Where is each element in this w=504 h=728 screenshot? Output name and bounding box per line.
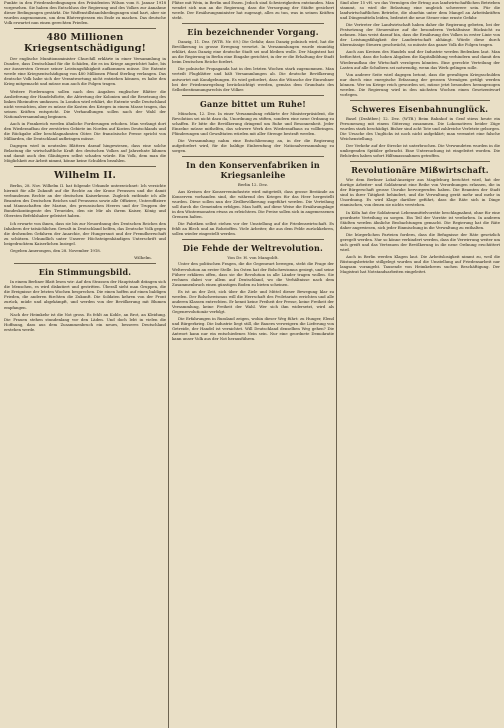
column-fade xyxy=(4,716,166,728)
separator xyxy=(350,100,490,101)
separator xyxy=(182,23,324,24)
headline-rail-accident: Schweres Eisenbahnunglück. xyxy=(351,103,489,114)
article-paragraph: Die bürgerlichen Parteien fordern, dass die Befugnisse der Räte gesetzlich geregelt werden. Nur so könne verhindert werden, dass die Verwirrung weiter um sich greift und das Vertrauen der Bevölkerung in die neue Ordnung erschüttert wird. xyxy=(340,231,500,252)
separator xyxy=(182,156,324,157)
article-paragraph: Von anderer Seite wird dagegen betont, dass die gewaltigen Kriegsschulden nur durch eine energische Erfassung der grossen Vermögen getilgt werden können. Wer im Kriege reich geworden sei, müsse jetzt besonders herangezogen werden. Die Regierung wird in den nächsten Wochen einen Gesetzentwurf vorlegen. xyxy=(340,71,500,97)
intro-paragraph: Punkte in den Friedensbedingungen des Präsidenten Wilson vom 8. Januar 1918 vorgesehen. Sie haben den Entschluss der Regierung und des Volkes zur Annahme dieser Bedingungen gestärkt. Die Waffenstillstandsbedingungen sind hart, aber sie wurden angenommen, um dem Blutvergiessen ein Ende zu machen. Das deutsche Volk erwartet nun einen gerechten Frieden. xyxy=(4,0,166,26)
headline-canneries: In den Konservenfabriken in Kriegsanleihe xyxy=(186,160,320,181)
article-paragraph: Dagegen wird in neutralen Blättern darauf hingewiesen, dass eine solche Belastung die wirtschaftliche Kraft des deutschen Volkes auf Jahrzehnte lähmen und damit auch den Gläubigern selbst schaden würde. Ein Volk, dem man die Möglichkeit zur Arbeit nimmt, könne keine Schulden bezahlen. xyxy=(4,142,166,164)
article-paragraph: Die Fabriken selbst stehen vor der Umstellung auf die Friedenswirtschaft. Es fehlt an Blech und an Rohstoffen. Viele Arbeiter, die aus dem Felde zurückkehren, sollen wieder eingestellt werden. xyxy=(172,220,334,236)
article-paragraph: Unter den politischen Fragen, die die Gegenwart bewegen, steht die Frage der Weltrevolution an erster Stelle. Im Osten hat der Bolschewismus gesiegt, und seine Führer erklären offen, dass sie die Revolution in alle Länder tragen wollen. Sie rechnen dabei vor allem auf Deutschland, wo die Verhältnisse nach dem Zusammenbruch einen günstigen Boden zu bieten scheinen. xyxy=(172,261,334,287)
dateline: Berlin 12. Dez. xyxy=(237,182,269,188)
column-rule xyxy=(168,0,169,728)
article-paragraph: Der Verkehr auf der Strecke ist unterbrochen. Die Verwundeten wurden in die umliegenden Spitäler gebracht. Eine Untersuchung ist eingeleitet worden. Die Behörden haben sofort Hilfsmassnahmen getroffen. xyxy=(340,143,500,159)
article-paragraph: Weitere Forderungen sollen nach den Angaben englischer Blätter die Auslieferung der Handelsflotte, die Abtretung der Kolonien und die Besetzung des linken Rheinufers umfassen. In London wird erklärt, die Entente wolle Deutschland nicht vernichten, aber es müsse die Kosten des Krieges in einem Masse tragen, das seinen Kräften entspricht. Die Verhandlungen sollen nach der Wahl der Nationalversammlung beginnen. xyxy=(4,88,166,119)
article-paragraph: Berlin, 28. Nov. Wilhelm II. hat folgende Urkunde unterzeichnet: Ich verzichte hiermit für alle Zukunft auf die Rechte an der Krone Preussen und die damit verbundenen Rechte an der deutschen Kaiserkrone. Zugleich entbinde ich alle Beamten des Deutschen Reiches und Preussens sowie alle Offiziere, Unteroffiziere und Mannschaften der Marine, des preussischen Heeres und der Truppen der Bundeskontingente des Treueides, den sie Mir als ihrem Kaiser, König und Obersten Befehlshaber geleistet haben. xyxy=(4,183,166,219)
article-paragraph: Sind aber 15 vH. wo das Vermögen der Ertrag aus landwirtschaftlichen Betrieben stammt, so wird die Belastung eine ungleich schwerere sein. Für die landwirtschaftlichen Betriebe, die ohnehin unter dem Mangel an Arbeitskräften und Düngemitteln leiden, bedeutet die neue Steuer eine ernste Gefahr. xyxy=(340,0,500,21)
article-paragraph: Nach der Heimkehr ist die Not gross. Es fehlt an Kohle, an Brot, an Kleidung. Die Frauen stehen stundenlang vor den Läden. Und doch lebt in vielen die Hoffnung, dass aus dem Zusammenbruch ein neues, besseres Deutschland erstehen werde. xyxy=(4,311,166,332)
separator xyxy=(14,166,156,167)
article-paragraph: Auch in Berlin werden Klagen laut. Die Arbeitslosigkeit nimmt zu, weil die Rüstungsbetriebe stillgelegt wurden und die Umstellung auf Friedensarbeit nur langsam vorangeht. Tausende von Heimkehrern suchen Beschäftigung. Der Magistrat hat Notstandsarbeiten eingeleitet. xyxy=(340,253,500,275)
headline-mood: Ein Stimmungsbild. xyxy=(38,267,132,278)
article-paragraph: Die Vertreter der Landwirtschaft haben daher die Regierung gebeten, bei der Festsetzung der Steuersätze auf die besonderen Verhältnisse Rücksicht zu nehmen. Man weist darauf hin, dass die Ernährung des Volkes in erster Linie von der Leistungsfähigkeit der Landwirtschaft abhängt. Würde diese durch übermässige Steuern geschwächt, so müsste das ganze Volk die Folgen tragen. xyxy=(340,22,500,48)
article-paragraph: Auch aus Kreisen des Handels und der Industrie werden Bedenken laut. Man befürchtet, dass die hohen Abgaben die Kapitalbildung verhindern und damit den Wiederaufbau der Wirtschaft verzögern könnten. Eine gerechte Verteilung der Lasten auf alle Schultern sei notwendig, wenn das Werk gelingen solle. xyxy=(340,49,500,70)
article-paragraph: München, 12. Dez. In einer Versammlung erklärte der Ministerpräsident, die Revolution sei nicht dazu da, Unordnung zu stiften, sondern eine neue Ordnung zu schaffen. Er bitte die Bevölkerung dringend um Ruhe und Besonnenheit. Jeder Einzelne müsse mithelfen, das schwere Werk des Wiederaufbaus zu vollbringen. Plünderungen und Gewalttaten würden mit aller Strenge bestraft werden. xyxy=(172,110,334,136)
separator xyxy=(350,161,490,162)
article-paragraph: In Köln hat der Soldatenrat Lebensmittelvorräte beschlagnahmt, ohne für eine geordnete Verteilung zu sorgen. Ein Teil der Vorräte ist verdorben. In anderen Städten werden ähnliche Beobachtungen gemacht. Die Regierung hat die Räte daher angewiesen, sich jeder Einmischung in die Verwaltung zu enthalten. xyxy=(340,209,500,230)
column-rule xyxy=(336,0,337,728)
byline: Von Dr. H. von Mangoldt. xyxy=(227,254,279,260)
headline-mismanagement: Revolutionäre Mißwirtschaft. xyxy=(351,165,489,176)
article-paragraph: Es ist an der Zeit, sich über die Ziele und Mittel dieser Bewegung klar zu werden. Der Bolschewismus will die Herrschaft des Proletariats errichten und alle anderen Klassen entrechten. Er kennt keine Freiheit der Presse, keine Freiheit der Versammlung, keine Freiheit der Wahl. Wer sich ihm widersetzt, wird als Gegenrevolutionär verfolgt. xyxy=(172,288,334,314)
headline-world-revolution: Die Fehde der Weltrevolution. xyxy=(183,242,323,253)
separator xyxy=(182,239,324,240)
headline-calm: Ganze bittet um Ruhe! xyxy=(200,98,306,109)
article-paragraph: Der englische Munitionsminister Churchill erklärte in einer Versammlung in Dundee, dass Deutschland für die Schäden, die es im Kriege angerichtet habe, bis zur äussersten Grenze seiner Leistungsfähigkeit aufkommen müsse. Die Entente werde eine Kriegsentschädigung von 480 Millionen Pfund Sterling verlangen. Das deutsche Volk habe sich der Verantwortung nicht entziehen können, es habe den Krieg mitgemacht und müsse nun auch die Folgen tragen. xyxy=(4,56,166,87)
separator xyxy=(14,28,156,29)
article-paragraph: Basel (Drahtber.) 12. Dez. (WTB.) Beim Bahnhof in Genf stiess heute ein Personenzug mit einem Güterzug zusammen. Die Lokomotiven beider Züge wurden stark beschädigt. Bisher sind acht Tote und zahlreiche Verletzte geborgen. Die Ursache des Unglücks ist noch nicht aufgeklärt; man vermutet eine falsche Weichenstellung. xyxy=(340,115,500,142)
article-paragraph: Ich erwarte von ihnen, dass sie bis zur Neuordnung des Deutschen Reiches den Inhabern der tatsächlichen Gewalt in Deutschland helfen, das Deutsche Volk gegen die drohenden Gefahren der Anarchie, der Hungersnot und der Fremdherrschaft zu schützen. Urkundlich unter Unserer Höchsteigenhändigen Unterschrift und beigedrucktem Kaiserlichen Insiegel. xyxy=(4,220,166,246)
column-middle xyxy=(172,0,334,728)
article-paragraph: Auch in Frankreich werden ähnliche Forderungen erhoben. Man verlangt dort den Wiederaufbau der zerstörten Gebiete im Norden auf Kosten Deutschlands und die Rückgabe aller beschlagnahmten Güter. Die französische Presse spricht von Milliarden, die Deutschland aufbringen müsse. xyxy=(4,120,166,141)
article-paragraph: Gegeben Amerongen, den 28. November 1918. xyxy=(10,247,101,253)
column-fade xyxy=(340,716,500,728)
column-left xyxy=(4,0,166,728)
headline-danzig: Ein bezeichnender Vorgang. xyxy=(187,27,319,38)
separator xyxy=(182,95,324,96)
article-paragraph: Die Erfahrungen in Russland zeigen, wohin dieser Weg führt: zu Hunger, Elend und Bürgerkrieg. Die Industrie liegt still, die Bauern verweigern die Lieferung von Getreide, der Handel ist vernichtet. Will Deutschland denselben Weg gehen? Die Antwort kann nur ein entschiedenes Nein sein. Nur eine geordnete Demokratie kann unser Volk aus der Not herausführen. xyxy=(172,315,334,342)
article-paragraph: Die Versammlung nahm eine Entschliessung an, in der die Regierung aufgefordert wird, für die baldige Einberufung der Nationalversammlung zu sorgen. xyxy=(172,137,334,153)
article-paragraph: Aus Kreisen der Konservenindustrie wird mitgeteilt, dass grosse Bestände an Konserven vorhanden sind, die während des Krieges für das Heer hergestellt wurden. Diese sollen nun der Zivilbevölkerung zugeführt werden. Die Verteilung soll durch die Gemeinden erfolgen. Man hofft, auf diese Weise die Ernährungslage in den Wintermonaten etwas zu erleichtern. Die Preise sollen sich in angemessenen Grenzen halten. xyxy=(172,188,334,219)
headline-wilhelm: Wilhelm II. xyxy=(53,170,117,182)
article-paragraph: Die polnische Propaganda hat in den letzten Wochen stark zugenommen. Man verteilt Flugblätter und hält Versammlungen ab. Die deutsche Bevölkerung antwortet mit Kundgebungen. Es wird gefordert, dass die Wünsche der Einwohner bei der Friedensregelung berücksichtigt werden, gemäss dem Grundsatz des Selbstbestimmungsrechts der Völker. xyxy=(172,66,334,92)
article-paragraph: Plätze mit Wein, in Berlin und Essen. Jedoch sind Schwierigkeiten entstanden. Man wendet sich nun an die Regierung, dass die Versorgung der Städte gesichert werde. Der Ernährungsminister hat zugesagt, alles zu tun, was in seinen Kräften steht. xyxy=(172,0,334,21)
article-paragraph: Danzig, 11. Dez. (WTB. Nr. 69.) Die Gefahr, dass Danzig polnisch wird, hat die Bevölkerung in grosse Erregung versetzt. In Versammlungen wurde einmütig erklärt, dass Danzig eine deutsche Stadt sei und bleiben wolle. Der Magistrat hat an die Regierung in Berlin eine Eingabe gerichtet, in der er die Erhaltung der Stadt beim Deutschen Reiche fordert. xyxy=(172,39,334,65)
separator xyxy=(14,263,156,264)
column-right xyxy=(340,0,500,728)
headline-reparations: 480 Millionen Kriegsentschädigung! xyxy=(24,32,146,55)
article-paragraph: In einem Berliner Blatt lesen wir: Auf den Strassen der Hauptstadt drängen sich die Menschen, es wird diskutiert und gestritten. Überall sieht man Gruppen, die die Ereignisse der letzten Wochen besprechen. Die einen hoffen auf einen baldigen Frieden, die anderen fürchten die Zukunft. Die Soldaten kehren von der Front zurück, müde und abgekämpft, und werden von der Bevölkerung mit Blumen empfangen. xyxy=(4,279,166,310)
article-paragraph: Wie dem Berliner Lokal-Anzeiger aus Magdeburg berichtet wird, hat der dortige Arbeiter- und Soldatenrat eine Reihe von Verordnungen erlassen, die in der Bürgerschaft grosse Unruhe hervorgerufen haben. Die Beamten der Stadt sind in ihrer Tätigkeit behindert, und die Verwaltung gerät mehr und mehr in Unordnung. Es wird Klage darüber geführt, dass die Räte sich in Dinge einmischen, von denen sie nichts verstehen. xyxy=(340,177,500,208)
signature: Wilhelm. xyxy=(134,254,152,260)
column-fade xyxy=(172,716,334,728)
